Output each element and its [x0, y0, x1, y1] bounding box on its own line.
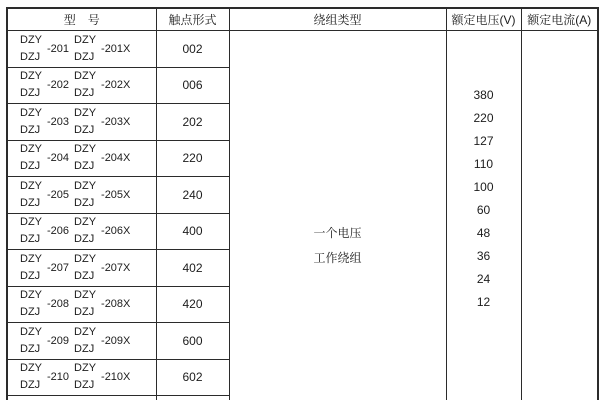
model-prefix-top: DZY — [20, 106, 42, 119]
rated-voltage-value: 100 — [473, 180, 494, 194]
model-prefix-top: DZY — [74, 252, 97, 265]
model-group — [8, 70, 156, 100]
model-prefix-stack — [20, 289, 42, 319]
model-prefix-bottom: DZJ — [74, 342, 95, 355]
rated-voltage-value: 12 — [476, 295, 491, 309]
model-prefix-top: DZY — [20, 289, 42, 302]
model-suffix: -210 — [47, 371, 70, 384]
rated-voltage-value: 380 — [473, 88, 494, 102]
contact-form-cell: 600 — [156, 323, 229, 360]
contact-form-cell: 002 — [156, 31, 229, 68]
model-suffix-x: -204X — [101, 152, 131, 165]
model-group — [8, 289, 156, 319]
rated-current-cell — [521, 31, 598, 400]
model-prefix-stack — [20, 362, 42, 392]
model-prefix-bottom: DZJ — [20, 306, 41, 319]
model-prefix-bottom: DZJ — [74, 50, 95, 63]
model-prefix-top: DZY — [20, 216, 42, 229]
model-prefix-stack — [74, 253, 96, 283]
rated-voltage-value: 48 — [476, 226, 491, 240]
model-suffix: -202 — [47, 79, 70, 92]
model-prefix-bottom: DZJ — [20, 342, 41, 355]
col-header-rated-current: 额定电流(A) — [521, 8, 598, 31]
model-suffix-x: -208X — [101, 298, 131, 311]
model-group — [8, 34, 156, 64]
model-prefix-top: DZY — [74, 289, 97, 302]
model-prefix-stack — [74, 362, 96, 392]
rated-voltage-list — [447, 31, 521, 314]
model-prefix-top: DZY — [20, 143, 42, 156]
model-prefix-bottom: DZJ — [74, 269, 95, 282]
model-group — [8, 253, 156, 283]
contact-form-cell: 402 — [156, 250, 229, 287]
rated-voltage-value: 127 — [473, 134, 494, 148]
model-prefix-top: DZY — [74, 70, 97, 83]
col-header-model: 型 号 — [7, 8, 156, 31]
model-prefix-top: DZY — [74, 106, 97, 119]
winding-type-line: 工作绕组 — [313, 251, 362, 265]
model-prefix-stack — [74, 107, 96, 137]
model-prefix-bottom: DZJ — [20, 123, 41, 136]
model-prefix-bottom: DZJ — [74, 196, 95, 209]
relay-spec-table — [6, 7, 599, 400]
contact-form-cell: 420 — [156, 286, 229, 323]
contact-form-cell: 602 — [156, 359, 229, 396]
contact-form-cell: 220 — [156, 140, 229, 177]
model-prefix-top: DZY — [74, 325, 97, 338]
model-prefix-bottom: DZJ — [74, 123, 95, 136]
model-suffix-x: -209X — [101, 334, 131, 347]
model-prefix-bottom: DZJ — [74, 233, 95, 246]
contact-form-cell: 400 — [156, 213, 229, 250]
model-suffix: -205 — [47, 188, 70, 201]
model-prefix-top: DZY — [74, 143, 97, 156]
winding-type-cell — [229, 31, 446, 400]
model-prefix-bottom: DZJ — [20, 50, 41, 63]
header-row — [7, 8, 598, 31]
model-suffix-x: -203X — [101, 115, 131, 128]
model-prefix-stack — [20, 180, 42, 210]
model-suffix-x: -207X — [101, 261, 131, 274]
model-prefix-stack — [74, 289, 96, 319]
table-row — [7, 31, 598, 68]
model-cell — [7, 213, 156, 250]
table-body — [7, 31, 598, 400]
contact-form-cell: 202 — [156, 104, 229, 141]
col-header-contact-form: 触点形式 — [156, 8, 229, 31]
model-suffix: -209 — [47, 334, 70, 347]
model-prefix-bottom: DZJ — [74, 87, 95, 100]
winding-type-line: 一个电压 — [313, 226, 362, 240]
model-cell — [7, 250, 156, 287]
winding-type-text — [230, 31, 446, 271]
model-group — [8, 107, 156, 137]
model-prefix-stack — [20, 143, 42, 173]
model-suffix: -207 — [47, 261, 70, 274]
model-cell — [7, 286, 156, 323]
model-prefix-bottom: DZJ — [74, 160, 95, 173]
model-suffix: -203 — [47, 115, 70, 128]
model-prefix-top: DZY — [20, 325, 42, 338]
model-prefix-top: DZY — [74, 179, 97, 192]
rated-voltage-value: 110 — [473, 157, 494, 171]
model-group — [8, 362, 156, 392]
model-prefix-stack — [20, 34, 42, 64]
model-prefix-stack — [74, 143, 96, 173]
model-group — [8, 180, 156, 210]
contact-form-cell: 006 — [156, 67, 229, 104]
model-suffix: -201 — [47, 42, 70, 55]
model-suffix-x: -210X — [101, 371, 131, 384]
model-prefix-stack — [74, 326, 96, 356]
col-header-rated-voltage: 额定电压(V) — [446, 8, 521, 31]
col-header-winding-type: 绕组类型 — [229, 8, 446, 31]
model-cell — [7, 140, 156, 177]
model-prefix-stack — [74, 34, 96, 64]
model-prefix-top: DZY — [20, 362, 42, 375]
model-suffix: -208 — [47, 298, 70, 311]
model-suffix-x: -206X — [101, 225, 131, 238]
model-group — [8, 143, 156, 173]
model-suffix: -204 — [47, 152, 70, 165]
model-prefix-bottom: DZJ — [20, 379, 41, 392]
model-prefix-top: DZY — [20, 179, 42, 192]
model-cell — [7, 67, 156, 104]
model-group — [8, 216, 156, 246]
model-cell — [7, 323, 156, 360]
model-prefix-top: DZY — [74, 216, 97, 229]
model-prefix-top: DZY — [20, 252, 42, 265]
model-prefix-stack — [20, 216, 42, 246]
model-group — [8, 326, 156, 356]
model-prefix-bottom: DZJ — [20, 160, 41, 173]
model-cell-partial — [7, 396, 156, 400]
contact-form-cell-partial — [156, 396, 229, 400]
model-prefix-stack — [20, 326, 42, 356]
model-suffix-x: -202X — [101, 79, 131, 92]
model-suffix-x: -205X — [101, 188, 131, 201]
contact-form-cell: 240 — [156, 177, 229, 214]
model-prefix-top: DZY — [20, 33, 42, 46]
rated-voltage-value: 36 — [476, 249, 491, 263]
model-cell — [7, 359, 156, 396]
model-prefix-top: DZY — [20, 70, 42, 83]
model-prefix-bottom: DZJ — [20, 87, 41, 100]
model-prefix-bottom: DZJ — [74, 379, 95, 392]
table-header — [7, 8, 598, 31]
model-prefix-stack — [74, 216, 96, 246]
model-prefix-stack — [74, 70, 96, 100]
model-prefix-stack — [20, 107, 42, 137]
model-suffix: -206 — [47, 225, 70, 238]
model-prefix-bottom: DZJ — [20, 233, 41, 246]
model-prefix-bottom: DZJ — [20, 269, 41, 282]
model-prefix-bottom: DZJ — [20, 196, 41, 209]
model-prefix-stack — [20, 253, 42, 283]
model-prefix-bottom: DZJ — [74, 306, 95, 319]
model-prefix-top: DZY — [74, 362, 97, 375]
model-prefix-stack — [74, 180, 96, 210]
model-prefix-stack — [20, 70, 42, 100]
model-cell — [7, 177, 156, 214]
rated-voltage-value: 60 — [476, 203, 491, 217]
model-cell — [7, 31, 156, 68]
rated-voltage-cell — [446, 31, 521, 400]
rated-voltage-value: 24 — [476, 272, 491, 286]
model-suffix-x: -201X — [101, 42, 131, 55]
rated-voltage-value: 220 — [473, 111, 494, 125]
model-prefix-top: DZY — [74, 33, 97, 46]
model-cell — [7, 104, 156, 141]
